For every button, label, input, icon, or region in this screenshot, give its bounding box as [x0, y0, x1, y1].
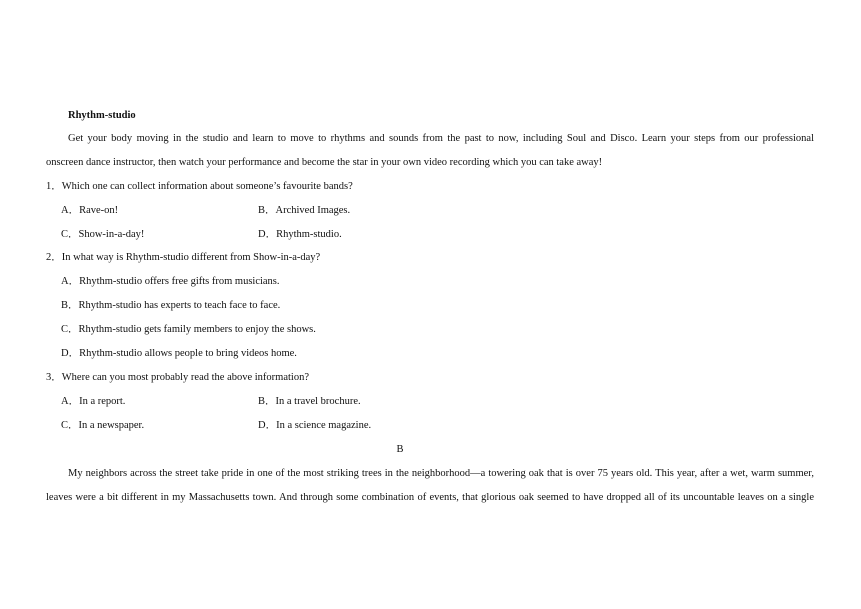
question-1: 1．Which one can collect information about someone’s favourite bands? — [46, 181, 353, 192]
section-b-heading: B — [396, 444, 404, 455]
paragraph1-line1: Get your body moving in the studio and learn to move to rhythms and sounds from the past to now, including Soul and Disco. Learn your steps from our professional — [68, 133, 814, 144]
q1-option-b: B．Archived Images. — [258, 205, 351, 216]
q3-option-b: B．In a travel brochure. — [258, 396, 361, 407]
q1-option-c: C．Show-in-a-day! — [61, 229, 145, 240]
paragraph2-line2: leaves were a bit different in my Massachusetts town. And through some combination of events, that glorious oak seemed to have dropped all of its uncountable leaves on a single — [46, 492, 814, 503]
q2-option-a: A．Rhythm-studio offers free gifts from musicians. — [61, 276, 280, 287]
q2-option-b: B．Rhythm-studio has experts to teach face to face. — [61, 300, 281, 311]
section-title: Rhythm-studio — [68, 110, 136, 121]
question-2: 2．In what way is Rhythm-studio different from Show-in-a-day? — [46, 252, 321, 263]
q2-option-d: D．Rhythm-studio allows people to bring videos home. — [61, 348, 297, 359]
q3-option-c: C．In a newspaper. — [61, 420, 145, 431]
q1-option-d: D．Rhythm-studio. — [258, 229, 342, 240]
paragraph2-line1: My neighbors across the street take pride in one of the most striking trees in the neighborhood—a towering oak that is over 75 years old. This year, after a wet, warm summer, — [68, 468, 814, 479]
q1-option-a: A．Rave-on! — [61, 205, 119, 216]
q3-option-a: A．In a report. — [61, 396, 126, 407]
q2-option-c: C．Rhythm-studio gets family members to enjoy the shows. — [61, 324, 316, 335]
question-3: 3．Where can you most probably read the above information? — [46, 372, 309, 383]
paragraph1-line2: onscreen dance instructor, then watch your performance and become the star in your own video recording which you can take away! — [46, 157, 603, 168]
q3-option-d: D．In a science magazine. — [258, 420, 372, 431]
